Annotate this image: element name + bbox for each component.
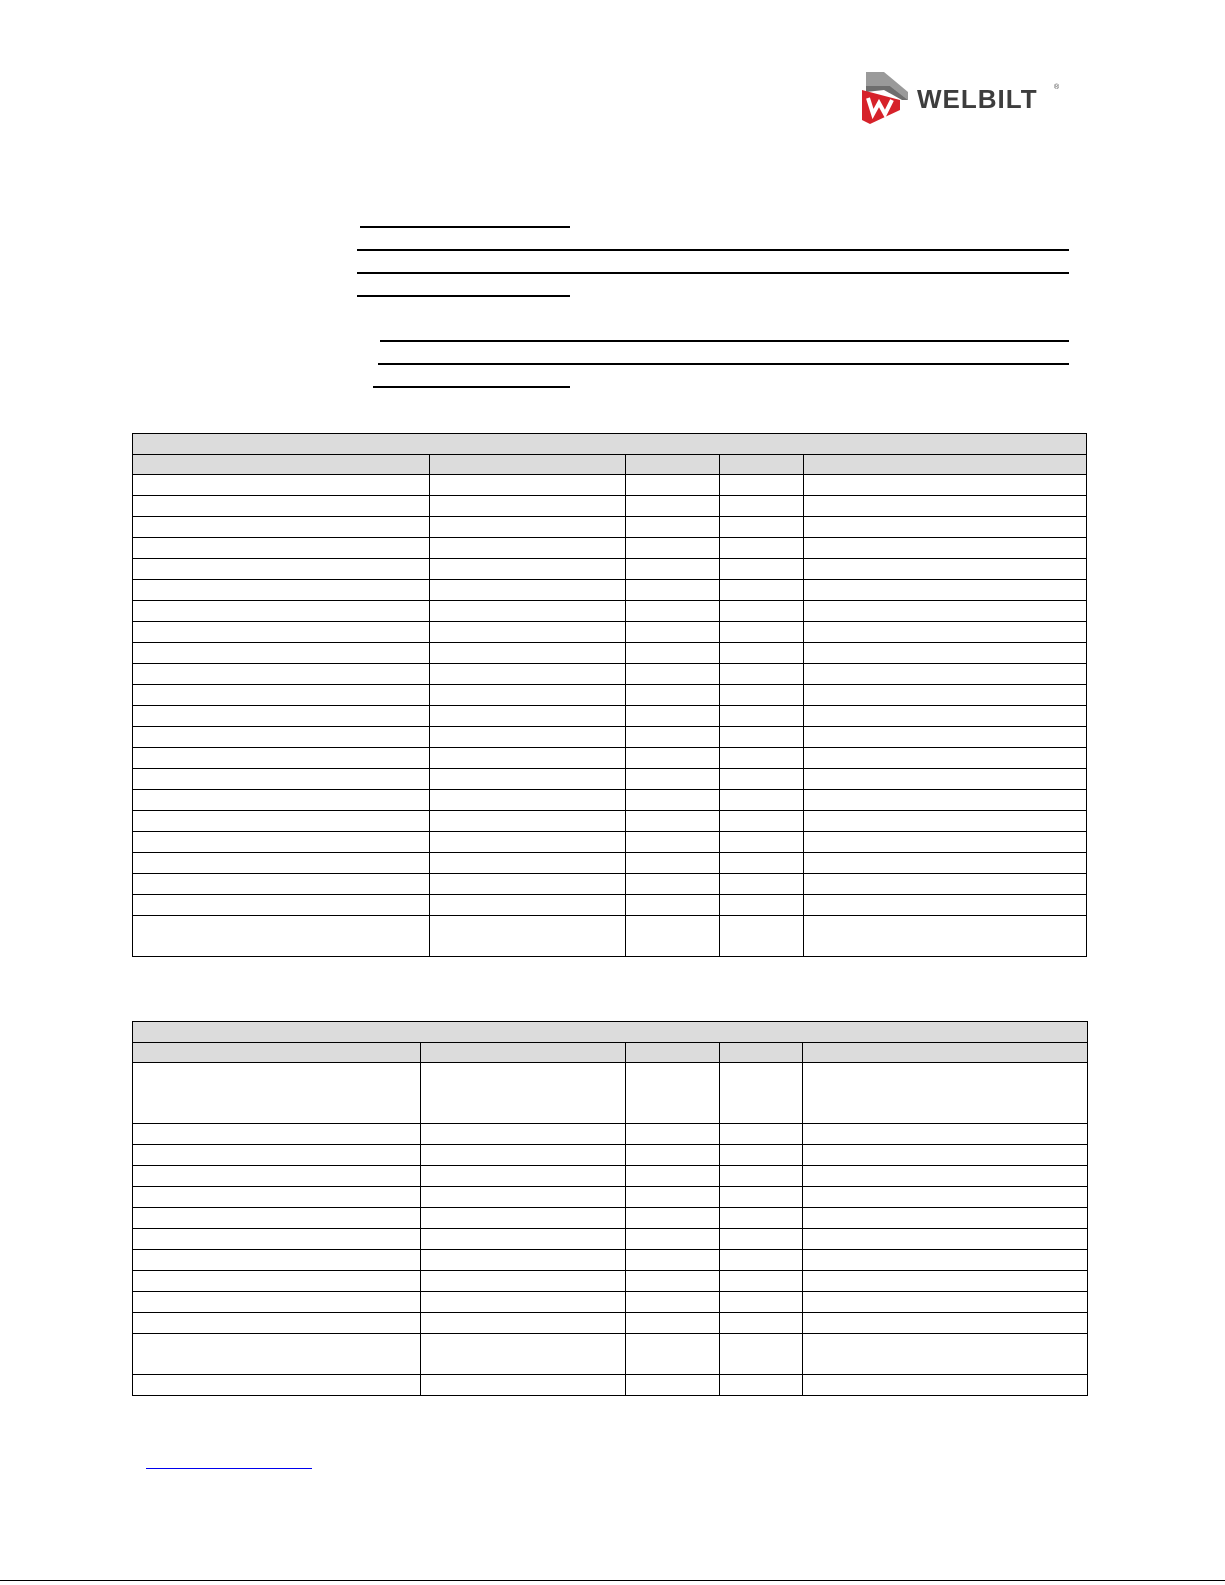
table-cell[interactable]	[429, 559, 625, 580]
footer-link[interactable]	[146, 1452, 312, 1469]
table-row	[133, 748, 1086, 769]
table-2-header-cell	[802, 1043, 1087, 1063]
table-cell[interactable]	[133, 1334, 420, 1375]
page-bottom-rule	[0, 1580, 1225, 1581]
table-row	[133, 1124, 1087, 1145]
table-2-header-row	[133, 1043, 1087, 1063]
table-cell[interactable]	[803, 475, 1086, 496]
table-cell[interactable]	[429, 622, 625, 643]
form-line-3[interactable]	[357, 272, 1069, 274]
table-row	[133, 916, 1086, 957]
table-row	[133, 622, 1086, 643]
table-cell[interactable]	[429, 790, 625, 811]
table-cell[interactable]	[625, 769, 719, 790]
table-1-header-cell	[429, 455, 625, 475]
table-cell[interactable]	[625, 1250, 719, 1271]
table-cell[interactable]	[133, 664, 429, 685]
table-cell[interactable]	[625, 1334, 719, 1375]
table-cell[interactable]	[625, 1187, 719, 1208]
table-cell[interactable]	[625, 1145, 719, 1166]
table-cell[interactable]	[803, 916, 1086, 957]
table-row	[133, 1166, 1087, 1187]
table-cell[interactable]	[133, 1250, 420, 1271]
table-row	[133, 643, 1086, 664]
table-cell[interactable]	[133, 769, 429, 790]
table-cell[interactable]	[133, 1292, 420, 1313]
table-cell[interactable]	[802, 1292, 1087, 1313]
table-cell[interactable]	[420, 1166, 625, 1187]
table-cell[interactable]	[625, 517, 719, 538]
table-cell[interactable]	[625, 1208, 719, 1229]
table-cell[interactable]	[719, 748, 803, 769]
table-cell[interactable]	[719, 517, 803, 538]
form-line-1[interactable]	[360, 226, 570, 228]
table-cell[interactable]	[625, 1271, 719, 1292]
table-cell[interactable]	[719, 727, 803, 748]
table-cell[interactable]	[133, 517, 429, 538]
table-cell[interactable]	[420, 1334, 625, 1375]
table-cell[interactable]	[429, 832, 625, 853]
table-cell[interactable]	[719, 832, 803, 853]
table-cell[interactable]	[802, 1375, 1087, 1396]
table-cell[interactable]	[719, 1145, 802, 1166]
table-2-header-cell	[420, 1043, 625, 1063]
table-cell[interactable]	[719, 1334, 802, 1375]
table-row	[133, 580, 1086, 601]
table-cell[interactable]	[420, 1229, 625, 1250]
table-cell[interactable]	[420, 1063, 625, 1124]
table-cell[interactable]	[625, 916, 719, 957]
table-cell[interactable]	[133, 559, 429, 580]
table-cell[interactable]	[625, 1292, 719, 1313]
table-row	[133, 853, 1086, 874]
table-row	[133, 1250, 1087, 1271]
table-cell[interactable]	[719, 853, 803, 874]
table-cell[interactable]	[719, 538, 803, 559]
table-cell[interactable]	[719, 811, 803, 832]
table-cell[interactable]	[429, 580, 625, 601]
table-1-header-cell	[133, 455, 429, 475]
table-cell[interactable]	[429, 643, 625, 664]
table-row	[133, 1292, 1087, 1313]
table-row	[133, 1375, 1087, 1396]
table-1-header-cell	[803, 455, 1086, 475]
table-cell[interactable]	[133, 748, 429, 769]
table-row	[133, 538, 1086, 559]
table-cell[interactable]	[803, 559, 1086, 580]
table-cell[interactable]	[802, 1145, 1087, 1166]
table-cell[interactable]	[420, 1124, 625, 1145]
table-cell[interactable]	[133, 1145, 420, 1166]
table-cell[interactable]	[802, 1229, 1087, 1250]
table-cell[interactable]	[719, 895, 803, 916]
table-cell[interactable]	[133, 832, 429, 853]
table-cell[interactable]	[133, 1375, 420, 1396]
table-cell[interactable]	[719, 685, 803, 706]
table-row	[133, 1208, 1087, 1229]
table-cell[interactable]	[429, 853, 625, 874]
table-cell[interactable]	[719, 1375, 802, 1396]
table-cell[interactable]	[133, 475, 429, 496]
table-cell[interactable]	[719, 916, 803, 957]
table-cell[interactable]	[802, 1271, 1087, 1292]
table-cell[interactable]	[803, 643, 1086, 664]
table-cell[interactable]	[429, 916, 625, 957]
table-cell[interactable]	[133, 1124, 420, 1145]
table-cell[interactable]	[719, 706, 803, 727]
table-2-header-cell	[719, 1043, 802, 1063]
table-row	[133, 1271, 1087, 1292]
table-cell[interactable]	[133, 1187, 420, 1208]
table-cell[interactable]	[802, 1166, 1087, 1187]
table-cell[interactable]	[803, 664, 1086, 685]
table-cell[interactable]	[719, 1313, 802, 1334]
table-cell[interactable]	[133, 811, 429, 832]
table-row	[133, 1145, 1087, 1166]
table-row	[133, 1229, 1087, 1250]
table-cell[interactable]	[803, 601, 1086, 622]
welbilt-logo	[860, 70, 1060, 126]
table-cell[interactable]	[429, 517, 625, 538]
table-cell[interactable]	[719, 559, 803, 580]
table-cell[interactable]	[719, 1250, 802, 1271]
table-cell[interactable]	[133, 916, 429, 957]
table-cell[interactable]	[803, 811, 1086, 832]
table-cell[interactable]	[420, 1292, 625, 1313]
table-cell[interactable]	[133, 622, 429, 643]
table-cell[interactable]	[719, 1124, 802, 1145]
table-cell[interactable]	[802, 1063, 1087, 1124]
table-cell[interactable]	[625, 874, 719, 895]
table-cell[interactable]	[133, 874, 429, 895]
form-line-5[interactable]	[380, 340, 1069, 342]
table-cell[interactable]	[802, 1250, 1087, 1271]
table-cell[interactable]	[803, 706, 1086, 727]
table-row	[133, 664, 1086, 685]
table-cell[interactable]	[429, 538, 625, 559]
table-cell[interactable]	[625, 811, 719, 832]
registered-mark: ®	[1054, 84, 1060, 91]
table-cell[interactable]	[625, 685, 719, 706]
table-cell[interactable]	[420, 1145, 625, 1166]
table-cell[interactable]	[420, 1250, 625, 1271]
table-cell[interactable]	[719, 769, 803, 790]
table-cell[interactable]	[625, 1313, 719, 1334]
table-cell[interactable]	[625, 601, 719, 622]
table-row	[133, 475, 1086, 496]
table-cell[interactable]	[625, 1375, 719, 1396]
table-cell[interactable]	[133, 1063, 420, 1124]
table-cell[interactable]	[625, 475, 719, 496]
table-row	[133, 769, 1086, 790]
table-cell[interactable]	[625, 748, 719, 769]
table-cell[interactable]	[803, 832, 1086, 853]
table-cell[interactable]	[803, 580, 1086, 601]
table-cell[interactable]	[719, 874, 803, 895]
table-cell[interactable]	[133, 727, 429, 748]
table-2-title	[133, 1022, 1087, 1043]
table-1-header-row	[133, 455, 1086, 475]
table-cell[interactable]	[803, 685, 1086, 706]
table-cell[interactable]	[429, 769, 625, 790]
table-cell[interactable]	[803, 790, 1086, 811]
table-cell[interactable]	[625, 559, 719, 580]
table-cell[interactable]	[133, 1166, 420, 1187]
table-cell[interactable]	[802, 1208, 1087, 1229]
table-cell[interactable]	[429, 685, 625, 706]
table-cell[interactable]	[133, 685, 429, 706]
table-cell[interactable]	[719, 1271, 802, 1292]
table-cell[interactable]	[133, 601, 429, 622]
table-cell[interactable]	[719, 475, 803, 496]
table-2-header-cell	[133, 1043, 420, 1063]
table-cell[interactable]	[803, 517, 1086, 538]
table-cell[interactable]	[133, 706, 429, 727]
form-line-7[interactable]	[373, 386, 570, 388]
table-cell[interactable]	[625, 580, 719, 601]
table-cell[interactable]	[719, 1229, 802, 1250]
table-row	[133, 811, 1086, 832]
table-cell[interactable]	[625, 853, 719, 874]
table-cell[interactable]	[719, 643, 803, 664]
table-cell[interactable]	[429, 706, 625, 727]
table-row	[133, 832, 1086, 853]
logo-wordmark: WELBILT	[917, 84, 1038, 114]
table-cell[interactable]	[420, 1271, 625, 1292]
table-row	[133, 685, 1086, 706]
table-cell[interactable]	[803, 538, 1086, 559]
table-row	[133, 1313, 1087, 1334]
table-cell[interactable]	[803, 748, 1086, 769]
table-row	[133, 1063, 1087, 1124]
table-cell[interactable]	[719, 1166, 802, 1187]
table-cell[interactable]	[625, 895, 719, 916]
table-1-title	[133, 434, 1086, 455]
welbilt-logo-mark-icon	[860, 70, 912, 126]
table-cell[interactable]	[429, 748, 625, 769]
table-cell[interactable]	[429, 727, 625, 748]
table-cell[interactable]	[803, 769, 1086, 790]
table-cell[interactable]	[719, 1208, 802, 1229]
table-cell[interactable]	[719, 580, 803, 601]
table-1	[132, 433, 1087, 957]
table-cell[interactable]	[625, 832, 719, 853]
table-row	[133, 496, 1086, 517]
table-cell[interactable]	[802, 1313, 1087, 1334]
table-cell[interactable]	[625, 622, 719, 643]
table-cell[interactable]	[133, 1208, 420, 1229]
table-1-header-cell	[719, 455, 803, 475]
table-cell[interactable]	[625, 1063, 719, 1124]
table-cell[interactable]	[625, 538, 719, 559]
table-cell[interactable]	[429, 811, 625, 832]
table-cell[interactable]	[625, 664, 719, 685]
form-line-4[interactable]	[357, 295, 570, 297]
table-row	[133, 601, 1086, 622]
table-cell[interactable]	[429, 874, 625, 895]
table-cell[interactable]	[429, 895, 625, 916]
table-row	[133, 727, 1086, 748]
table-cell[interactable]	[625, 1124, 719, 1145]
table-cell[interactable]	[803, 874, 1086, 895]
table-cell[interactable]	[429, 601, 625, 622]
table-cell[interactable]	[803, 895, 1086, 916]
table-cell[interactable]	[420, 1208, 625, 1229]
table-cell[interactable]	[429, 664, 625, 685]
table-cell[interactable]	[803, 622, 1086, 643]
table-cell[interactable]	[133, 895, 429, 916]
table-cell[interactable]	[625, 643, 719, 664]
table-cell[interactable]	[133, 1229, 420, 1250]
table-cell[interactable]	[719, 1292, 802, 1313]
table-cell[interactable]	[133, 790, 429, 811]
table-cell[interactable]	[133, 643, 429, 664]
table-cell[interactable]	[802, 1187, 1087, 1208]
table-cell[interactable]	[133, 580, 429, 601]
table-cell[interactable]	[719, 790, 803, 811]
table-row	[133, 895, 1086, 916]
table-cell[interactable]	[133, 1313, 420, 1334]
table-cell[interactable]	[625, 706, 719, 727]
table-row	[133, 1334, 1087, 1375]
table-row	[133, 790, 1086, 811]
form-line-6[interactable]	[378, 363, 1069, 365]
table-cell[interactable]	[625, 727, 719, 748]
table-cell[interactable]	[719, 1187, 802, 1208]
table-2-header-cell	[625, 1043, 719, 1063]
table-cell[interactable]	[429, 496, 625, 517]
table-cell[interactable]	[625, 790, 719, 811]
table-cell[interactable]	[625, 1166, 719, 1187]
table-cell[interactable]	[719, 664, 803, 685]
table-cell[interactable]	[133, 853, 429, 874]
table-cell[interactable]	[719, 496, 803, 517]
table-cell[interactable]	[803, 727, 1086, 748]
table-cell[interactable]	[803, 496, 1086, 517]
table-cell[interactable]	[802, 1124, 1087, 1145]
table-cell[interactable]	[719, 1063, 802, 1124]
table-cell[interactable]	[420, 1313, 625, 1334]
table-cell[interactable]	[625, 496, 719, 517]
table-row	[133, 874, 1086, 895]
table-row	[133, 1187, 1087, 1208]
table-cell[interactable]	[802, 1334, 1087, 1375]
table-2	[132, 1021, 1088, 1396]
table-row	[133, 706, 1086, 727]
table-cell[interactable]	[719, 622, 803, 643]
table-cell[interactable]	[420, 1187, 625, 1208]
table-row	[133, 559, 1086, 580]
table-cell[interactable]	[133, 496, 429, 517]
table-1-header-cell	[625, 455, 719, 475]
table-row	[133, 517, 1086, 538]
table-cell[interactable]	[719, 601, 803, 622]
table-cell[interactable]	[133, 538, 429, 559]
table-cell[interactable]	[625, 1229, 719, 1250]
table-cell[interactable]	[133, 1271, 420, 1292]
table-cell[interactable]	[803, 853, 1086, 874]
table-cell[interactable]	[420, 1375, 625, 1396]
form-line-2[interactable]	[357, 249, 1069, 251]
table-cell[interactable]	[429, 475, 625, 496]
